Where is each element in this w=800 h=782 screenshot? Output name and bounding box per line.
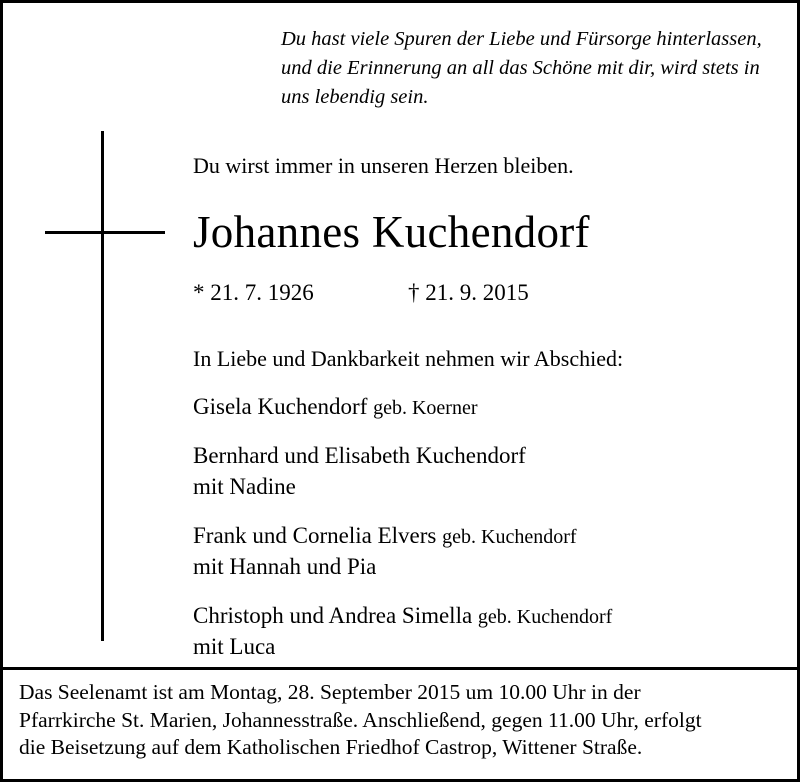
deceased-name: Johannes Kuchendorf [193,207,590,257]
family-line [193,472,778,503]
service-line-1: Das Seelenamt ist am Montag, 28. September 2015 um 10.00 Uhr in der [19,680,641,704]
footer-divider [3,667,797,670]
family-list [193,392,778,663]
service-line-2: Pfarrkirche St. Marien, Johannesstraße. Anschließend, gegen 11.00 Uhr, erfolgt [19,707,702,732]
family-name-suffix: geb. Koerner [373,397,478,419]
family-line [193,521,778,552]
verse-line-1: Du hast viele Spuren der Liebe und Fürsorge hinterlassen, [281,28,762,50]
verse-line-2: und die Erinnerung an all das Schöne mit dir, wird stets in [281,57,760,79]
family-line [193,441,778,472]
family-name-main: Christoph und Andrea Simella [193,603,478,628]
cross-horizontal-bar [45,231,165,234]
family-name-main: Frank und Cornelia Elvers [193,523,443,548]
birth-date: * 21. 7. 1926 [193,280,314,305]
family-line [193,601,778,632]
family-line [193,632,778,663]
mourning-intro: In Liebe und Dankbarkeit nehmen wir Abschied: [193,346,624,371]
notice-inner [3,3,797,779]
cross-vertical-bar [101,131,104,641]
family-group [193,441,778,503]
family-name-main: Bernhard und Elisabeth Kuchendorf [193,443,526,468]
service-details [19,679,781,762]
family-name-main: Gisela Kuchendorf [193,394,374,419]
family-group [193,521,778,583]
death-date: † 21. 9. 2015 [408,280,529,305]
family-name-suffix: geb. Kuchendorf [442,526,577,548]
family-group [193,392,778,423]
family-name-main: mit Luca [193,634,276,659]
lead-sentence: Du wirst immer in unseren Herzen bleiben. [193,153,574,178]
family-line [193,392,778,423]
family-name-main: mit Nadine [193,474,296,499]
family-name-main: mit Hannah und Pia [193,554,377,579]
family-line [193,552,778,583]
family-name-suffix: geb. Kuchendorf [477,606,613,628]
notice-content [193,25,778,663]
service-line-3: die Beisetzung auf dem Katholischen Friedhof Castrop, Wittener Straße. [19,735,643,759]
life-dates [193,280,778,306]
verse-line-3: uns lebendig sein. [281,86,429,108]
family-group [193,601,778,663]
memorial-verse [281,25,781,112]
